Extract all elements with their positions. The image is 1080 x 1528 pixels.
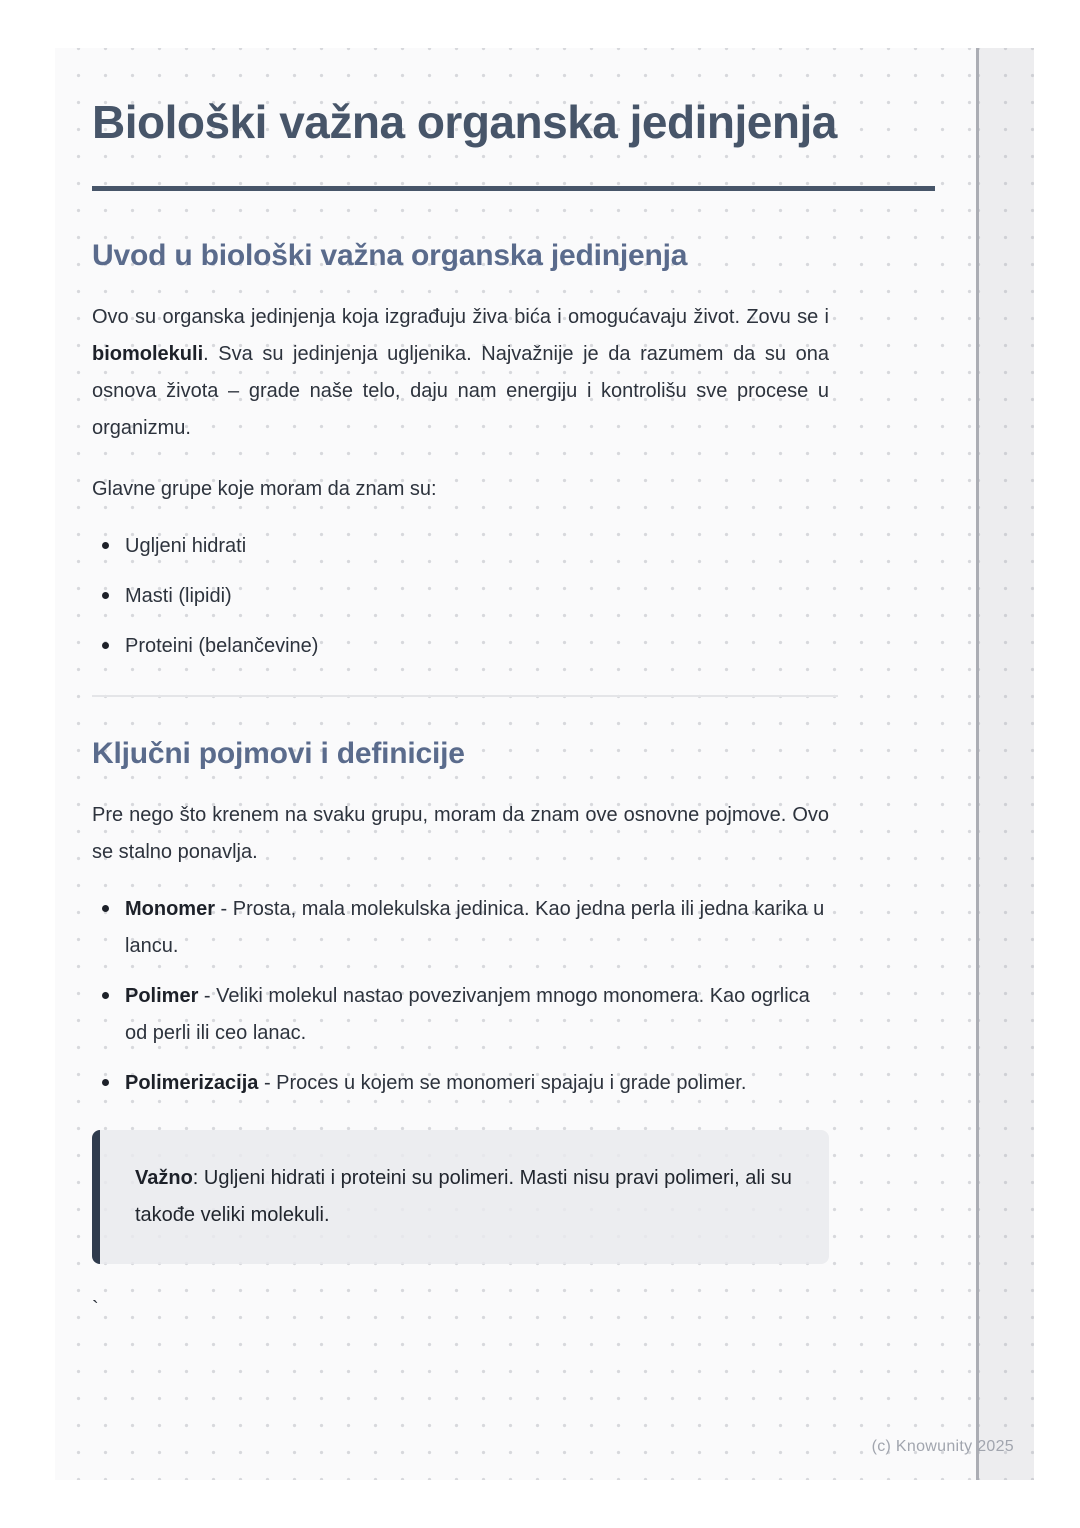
copyright-watermark: (c) Knowunity 2025 <box>871 1438 1014 1455</box>
definition-text: - Proces u kojem se monomeri spajaju i grade polimer. <box>258 1071 747 1094</box>
list-item-label: Ugljeni hidrati <box>125 534 247 557</box>
bullet-icon <box>102 1079 109 1086</box>
stray-backtick-character: ` <box>92 1297 99 1320</box>
title-underline-rule <box>92 186 935 191</box>
section-divider <box>92 695 838 697</box>
list-item-proteini <box>92 628 829 665</box>
list-item-label: Masti (lipidi) <box>125 584 232 607</box>
definition-text: - Veliki molekul nastao povezivanjem mnogo monomera. Kao ogrlica od perli ili ceo lanac. <box>125 984 810 1044</box>
list-item-label: Proteini (belančevine) <box>125 634 319 657</box>
groups-lead-paragraph: Glavne grupe koje moram da znam su: <box>92 477 437 500</box>
callout-body: : Ugljeni hidrati i proteini su polimeri. Masti nisu pravi polimeri, ali su takođe veliki molekuli. <box>135 1166 792 1226</box>
definition-item-polimer <box>92 978 829 1052</box>
definition-term: Polimer <box>125 984 199 1007</box>
definition-item-polimerizacija <box>92 1065 829 1102</box>
important-callout-box <box>92 1130 829 1264</box>
section-heading-pojmovi: Ključni pojmovi i definicije <box>92 736 465 770</box>
list-item-ugljeni-hidrati <box>92 528 829 565</box>
intro-paragraph-end: . Sva su jedinjenja ugljenika. Najvažnije je da razumem da su ona osnova života – grade naše telo, daju nam energiju i kontrolišu sve procese u organizmu. <box>92 342 829 439</box>
callout-text <box>135 1160 793 1234</box>
list-item-masti <box>92 578 829 615</box>
definition-term: Monomer <box>125 897 215 920</box>
definition-term: Polimerizacija <box>125 1071 259 1094</box>
definitions-lead-paragraph: Pre nego što krenem na svaku grupu, moram da znam ove osnovne pojmove. Ovo se stalno ponavlja. <box>92 803 829 863</box>
bullet-icon <box>102 905 109 912</box>
intro-paragraph-start: Ovo su organska jedinjenja koja izgrađuju živa bića i omogućavaju život. Zovu se i <box>92 305 829 328</box>
intro-paragraph <box>92 299 829 447</box>
section-heading-uvod: Uvod u biološki važna organska jedinjenja <box>92 238 688 272</box>
biomolekuli-bold-term: biomolekuli <box>92 342 204 365</box>
document-content <box>92 88 935 1321</box>
bullet-icon <box>102 642 109 649</box>
definition-text: - Prosta, mala molekulska jedinica. Kao jedna perla ili jedna karika u lancu. <box>125 897 825 957</box>
bullet-icon <box>102 992 109 999</box>
callout-label: Važno <box>135 1166 193 1189</box>
definitions-list <box>92 891 829 1102</box>
definition-item-monomer <box>92 891 829 965</box>
main-groups-list <box>92 528 829 665</box>
page-title: Biološki važna organska jedinjenja <box>92 96 837 148</box>
bullet-icon <box>102 542 109 549</box>
next-page-edge-strip <box>979 48 1034 1480</box>
bullet-icon <box>102 592 109 599</box>
